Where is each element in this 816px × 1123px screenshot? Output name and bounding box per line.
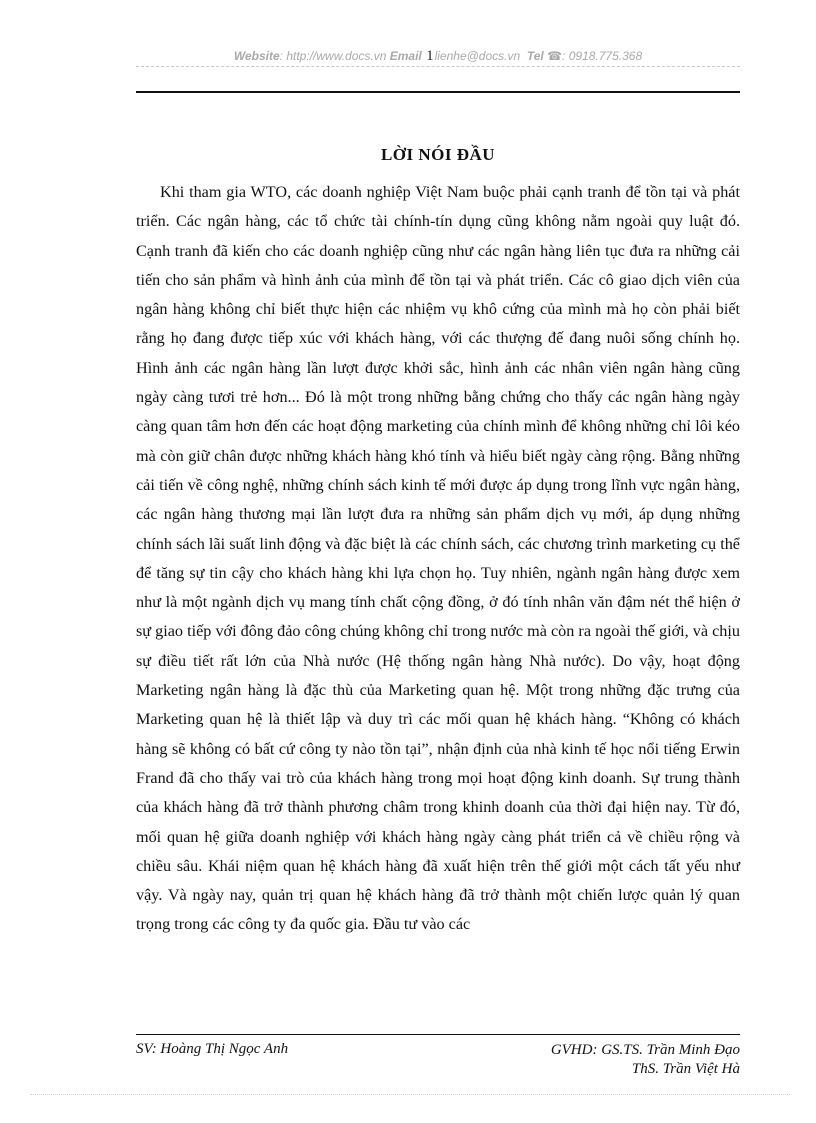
website-header: [136, 48, 740, 65]
header-dashed-divider: [136, 66, 740, 67]
page-bottom-divider: [30, 1094, 790, 1095]
page-number: 1: [426, 48, 434, 64]
tel-number: : 0918.775.368: [562, 49, 643, 63]
footer-student: SV: Hoàng Thị Ngọc Anh: [136, 1041, 289, 1057]
footer-advisor-line-2: ThS. Trần Việt Hà: [631, 1061, 740, 1077]
phone-icon: ☎: [547, 49, 563, 63]
header-rule: [136, 91, 740, 93]
email-label: Email: [389, 49, 422, 63]
website-label: Website: [233, 49, 280, 63]
tel-label: Tel: [526, 49, 544, 63]
footer-rule: [136, 1034, 740, 1035]
footer-advisors: [551, 1041, 740, 1079]
email-address[interactable]: lienhe@docs.vn: [434, 49, 521, 63]
website-url[interactable]: : http://www.docs.vn: [279, 49, 387, 63]
page-title: LỜI NÓI ĐẦU: [380, 145, 496, 164]
body-paragraph: Khi tham gia WTO, các doanh nghiệp Việt Nam buộc phải cạnh tranh để tồn tại và phát triển. Các ngân hàng, các tổ chức tài chính-tín dụng cũng không nằm ngoài quy luật đó. Cạnh tranh đã kiến cho các doanh nghiệp cũng như các ngân hàng liên tục đưa ra những cải tiến cho sản phẩm và hình ảnh của mình để tồn tại và phát triển. Các cô giao dịch viên của ngân hàng không chỉ biết thực hiện các nhiệm vụ khô cứng của mình mà họ còn phải biết rằng họ đang được tiếp xúc với khách hàng, với các thượng đế đang nuôi sống chính họ. Hình ảnh các ngân hàng lần lượt được khởi sắc, hình ảnh các nhân viên ngân hàng cũng ngày càng tươi trẻ hơn... Đó là một trong những bằng chứng cho thấy các ngân hàng ngày càng quan tâm hơn đến các hoạt động marketing của chính mình để không những chỉ lôi kéo mà còn giữ chân được những khách hàng khó tính và hiểu biết ngày càng rộng. Bằng những cải tiến về công nghệ, những chính sách kinh tế mới được áp dụng trong lĩnh vực ngân hàng, các ngân hàng thương mại lần lượt đưa ra những sản phẩm dịch vụ mới, áp dụng những chính sách lãi suất linh động và đặc biệt là các chính sách, các chương trình marketing cụ thể để tăng sự tin cậy cho khách hàng khi lựa chọn họ. Tuy nhiên, ngành ngân hàng được xem như là một ngành dịch vụ mang tính chất cộng đồng, ở đó tính nhân văn đậm nét thể hiện ở sự giao tiếp với đông đảo công chúng không chỉ trong nước mà còn ra ngoài thế giới, và chịu sự điều tiết rất lớn của Nhà nước (Hệ thống ngân hàng Nhà nước). Do vậy, hoạt động Marketing ngân hàng là đặc thù của Marketing quan hệ. Một trong những đặc trưng của Marketing quan hệ là thiết lập và duy trì các mối quan hệ khách hàng. “Không có khách hàng sẽ không có bất cứ công ty nào tồn tại”, nhận định của nhà kinh tế học nổi tiếng Erwin Frand đã cho thấy vai trò của khách hàng trong mọi hoạt động kinh doanh. Sự trung thành của khách hàng đã trở thành phương châm trong khinh doanh của thời đại hiện nay. Từ đó, mối quan hệ giữa doanh nghiệp với khách hàng ngày càng phát triển cả về chiều rộng và chiều sâu. Khái niệm quan hệ khách hàng đã xuất hiện trên thế giới một cách tất yếu như vậy. Và ngày nay, quản trị quan hệ khách hàng đã trở thành một chiến lược quản lý quan trọng trong các công ty đa quốc gia. Đầu tư vào các: [136, 183, 740, 934]
footer-advisor-line-1: GVHD: GS.TS. Trần Minh Đạo: [550, 1042, 740, 1058]
